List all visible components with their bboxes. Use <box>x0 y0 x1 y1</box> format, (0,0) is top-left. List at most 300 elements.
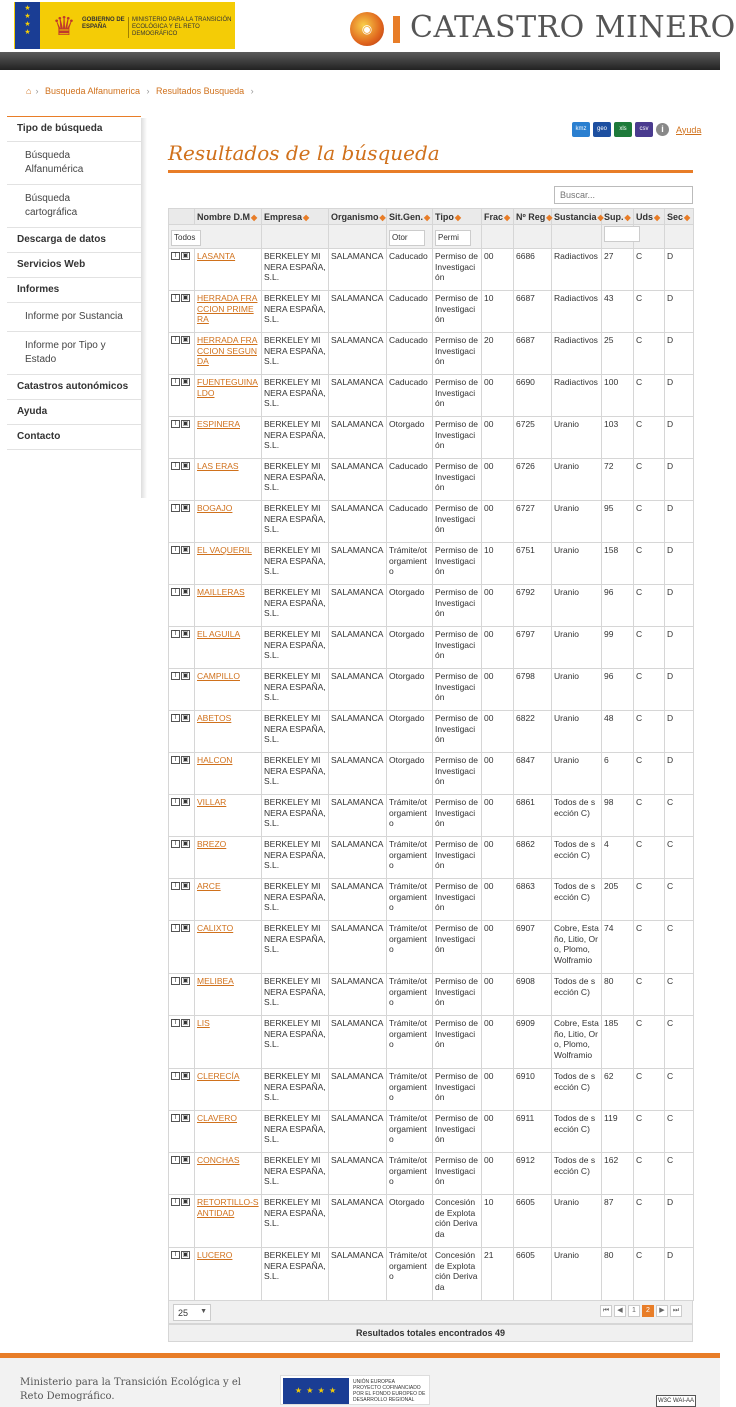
cell-actions <box>169 669 195 711</box>
filter-tipo-select[interactable]: Permi <box>435 230 471 246</box>
text-view-icon[interactable]: T <box>171 462 180 470</box>
cell-empresa: BERKELEY MINERA ESPAÑA, S.L. <box>262 627 329 669</box>
cell-empresa: BERKELEY MINERA ESPAÑA, S.L. <box>262 333 329 375</box>
eu-flag-icon: ★ ★ ★ ★ <box>283 1378 349 1404</box>
cell-sustancia: Uranio <box>552 1195 602 1248</box>
cell-sup: 48 <box>602 711 634 753</box>
cell-sup: 103 <box>602 417 634 459</box>
cell-sec: D <box>665 1248 694 1301</box>
breadcrumb-item-resultados[interactable]: Resultados Busqueda <box>156 86 245 96</box>
text-view-icon[interactable]: T <box>171 798 180 806</box>
cell-nombre[interactable]: HALCON <box>195 753 262 795</box>
table-row <box>169 711 694 753</box>
cell-nombre[interactable]: CLAVERO <box>195 1111 262 1153</box>
table-row <box>169 795 694 837</box>
col-header-sec[interactable]: Sec◆ <box>665 209 694 225</box>
cell-sustancia: Uranio <box>552 585 602 627</box>
cell-tipo: Permiso de Investigación <box>433 753 482 795</box>
cell-organismo: SALAMANCA <box>329 459 387 501</box>
col-header-empresa[interactable]: Empresa◆ <box>262 209 329 225</box>
cell-uds: C <box>634 333 665 375</box>
map-view-icon[interactable]: ▣ <box>182 589 189 595</box>
download-toolbar <box>572 122 702 147</box>
map-view-icon[interactable]: ▣ <box>182 715 189 721</box>
cell-sup: 205 <box>602 879 634 921</box>
cell-sustancia: Todos de sección C) <box>552 974 602 1016</box>
cell-sustancia: Cobre, Estaño, Litio, Oro, Plomo, Wolframio <box>552 921 602 974</box>
cell-sitgen: Caducado <box>387 291 433 333</box>
eu-funding-logo <box>280 1375 430 1405</box>
sort-icon: ◆ <box>504 212 511 222</box>
map-view-icon[interactable]: ▣ <box>182 757 189 763</box>
cell-frac: 00 <box>482 585 514 627</box>
cell-sec: C <box>665 1153 694 1195</box>
cell-tipo: Permiso de Investigación <box>433 291 482 333</box>
text-view-icon[interactable]: T <box>171 882 180 890</box>
first-page-icon[interactable]: ⏮ <box>600 1305 612 1317</box>
sidebar-item-busqueda-alfanumerica[interactable]: Búsqueda Alfanumérica <box>7 142 141 185</box>
cell-empresa: BERKELEY MINERA ESPAÑA, S.L. <box>262 669 329 711</box>
cell-uds: C <box>634 1248 665 1301</box>
sort-icon: ◆ <box>454 212 461 222</box>
cell-sustancia: Radiactivos <box>552 333 602 375</box>
col-header-nombre[interactable]: Nombre D.M◆ <box>195 209 262 225</box>
cell-nombre[interactable]: HERRADA FRACCION PRIMERA <box>195 291 262 333</box>
cell-sustancia: Uranio <box>552 543 602 585</box>
cell-sustancia: Radiactivos <box>552 249 602 291</box>
app-title[interactable]: CATASTRO MINERO <box>410 10 736 45</box>
cell-nombre[interactable]: MAILLERAS <box>195 585 262 627</box>
text-view-icon[interactable]: T <box>171 588 180 596</box>
prev-page-icon[interactable]: ◀ <box>614 1305 626 1317</box>
table-row <box>169 1153 694 1195</box>
cell-nombre[interactable]: CLERECÍA <box>195 1069 262 1111</box>
w3c-badge[interactable]: W3C WAI-AA <box>656 1395 696 1407</box>
cell-sec: C <box>665 1111 694 1153</box>
cell-actions <box>169 837 195 879</box>
sidebar-item-informe-sustancia[interactable]: Informe por Sustancia <box>7 303 141 332</box>
filter-row <box>169 225 694 249</box>
info-icon[interactable]: i <box>656 123 669 136</box>
cell-organismo: SALAMANCA <box>329 585 387 627</box>
cell-nombre[interactable]: FUENTEGUINALDO <box>195 375 262 417</box>
cell-frac: 00 <box>482 249 514 291</box>
cell-tipo: Permiso de Investigación <box>433 1111 482 1153</box>
cell-tipo: Permiso de Investigación <box>433 249 482 291</box>
table-row <box>169 585 694 627</box>
text-view-icon[interactable]: T <box>171 840 180 848</box>
cell-sec: C <box>665 974 694 1016</box>
cell-actions <box>169 795 195 837</box>
cell-nombre[interactable]: BOGAJO <box>195 501 262 543</box>
cell-sitgen: Trámite/otorgamiento <box>387 795 433 837</box>
cell-tipo: Permiso de Investigación <box>433 921 482 974</box>
cell-tipo: Permiso de Investigación <box>433 1069 482 1111</box>
cell-sitgen: Caducado <box>387 501 433 543</box>
cell-frac: 00 <box>482 459 514 501</box>
map-view-icon[interactable]: ▣ <box>182 673 189 679</box>
cell-actions <box>169 1195 195 1248</box>
cell-sup: 27 <box>602 249 634 291</box>
map-view-icon[interactable]: ▣ <box>182 978 189 984</box>
cell-uds: C <box>634 375 665 417</box>
cell-nombre[interactable]: CAMPILLO <box>195 669 262 711</box>
cell-tipo: Permiso de Investigación <box>433 1016 482 1069</box>
cell-sup: 96 <box>602 585 634 627</box>
ministry-text: MINISTERIO PARA LA TRANSICIÓN ECOLÓGICA Y EL RETO DEMOGRÁFICO <box>128 17 238 38</box>
cell-actions <box>169 1153 195 1195</box>
map-view-icon[interactable]: ▣ <box>182 337 189 343</box>
text-view-icon[interactable]: T <box>171 1114 180 1122</box>
text-view-icon[interactable]: T <box>171 1251 180 1259</box>
col-header-tipo[interactable]: Tipo◆ <box>433 209 482 225</box>
map-view-icon[interactable]: ▣ <box>182 295 189 301</box>
cell-nombre[interactable]: ESPINERA <box>195 417 262 459</box>
cell-uds: C <box>634 753 665 795</box>
search-input[interactable] <box>554 186 693 204</box>
cell-sitgen: Trámite/otorgamiento <box>387 974 433 1016</box>
results-total: Resultados totales encontrados 49 <box>168 1324 693 1342</box>
table-row <box>169 375 694 417</box>
cell-uds: C <box>634 1016 665 1069</box>
cell-frac: 00 <box>482 795 514 837</box>
cell-nombre[interactable]: LASANTA <box>195 249 262 291</box>
table-row <box>169 1016 694 1069</box>
cell-organismo: SALAMANCA <box>329 1248 387 1301</box>
sort-icon: ◆ <box>684 212 691 222</box>
text-view-icon[interactable]: T <box>171 630 180 638</box>
page-size-select[interactable] <box>173 1304 211 1321</box>
cell-reg: 6909 <box>514 1016 552 1069</box>
col-header-actions <box>169 209 195 225</box>
col-header-uds[interactable]: Uds◆ <box>634 209 665 225</box>
cell-empresa: BERKELEY MINERA ESPAÑA, S.L. <box>262 1248 329 1301</box>
filter-sitgen-select[interactable]: Otor <box>389 230 425 246</box>
cell-organismo: SALAMANCA <box>329 753 387 795</box>
cell-sec: D <box>665 375 694 417</box>
cell-sitgen: Otorgado <box>387 417 433 459</box>
title-divider <box>168 170 693 173</box>
cell-organismo: SALAMANCA <box>329 795 387 837</box>
nav-bar <box>0 52 720 70</box>
cell-actions <box>169 291 195 333</box>
text-view-icon[interactable]: T <box>171 1198 180 1206</box>
government-logo[interactable] <box>14 2 235 49</box>
cell-actions <box>169 921 195 974</box>
cell-sustancia: Uranio <box>552 711 602 753</box>
cell-nombre[interactable]: ARCE <box>195 879 262 921</box>
cell-sup: 98 <box>602 795 634 837</box>
cell-tipo: Permiso de Investigación <box>433 795 482 837</box>
cell-sec: C <box>665 1069 694 1111</box>
cell-sustancia: Uranio <box>552 1248 602 1301</box>
last-page-icon[interactable]: ⏭ <box>670 1305 682 1317</box>
cell-sitgen: Caducado <box>387 375 433 417</box>
col-header-frac[interactable]: Frac◆ <box>482 209 514 225</box>
cell-sitgen: Otorgado <box>387 585 433 627</box>
cell-actions <box>169 627 195 669</box>
cell-frac: 00 <box>482 627 514 669</box>
cell-nombre[interactable]: MELIBEA <box>195 974 262 1016</box>
csv-download-icon[interactable]: csv <box>635 122 653 137</box>
cell-tipo: Permiso de Investigación <box>433 417 482 459</box>
text-view-icon[interactable]: T <box>171 672 180 680</box>
map-view-icon[interactable]: ▣ <box>182 1157 189 1163</box>
table-row <box>169 459 694 501</box>
cell-sup: 4 <box>602 837 634 879</box>
cell-actions <box>169 1248 195 1301</box>
cell-tipo: Permiso de Investigación <box>433 585 482 627</box>
cell-actions <box>169 711 195 753</box>
sidebar-item-informe-tipo-estado[interactable]: Informe por Tipo y Estado <box>7 332 141 375</box>
cell-uds: C <box>634 1195 665 1248</box>
cell-sustancia: Todos de sección C) <box>552 1111 602 1153</box>
cell-sitgen: Trámite/otorgamiento <box>387 837 433 879</box>
map-view-icon[interactable]: ▣ <box>182 841 189 847</box>
geojson-download-icon[interactable]: geo json <box>593 122 611 137</box>
text-view-icon[interactable]: T <box>171 1156 180 1164</box>
cell-nombre[interactable]: EL VAQUERIL <box>195 543 262 585</box>
cell-nombre[interactable]: BREZO <box>195 837 262 879</box>
cell-sustancia: Todos de sección C) <box>552 1069 602 1111</box>
cell-nombre[interactable]: LIS <box>195 1016 262 1069</box>
cell-uds: C <box>634 291 665 333</box>
cell-sup: 158 <box>602 543 634 585</box>
cell-sitgen: Trámite/otorgamiento <box>387 879 433 921</box>
col-header-sitgen[interactable]: Sit.Gen.◆ <box>387 209 433 225</box>
cell-sup: 99 <box>602 627 634 669</box>
cell-empresa: BERKELEY MINERA ESPAÑA, S.L. <box>262 1069 329 1111</box>
sidebar-item-tipo-busqueda[interactable]: Tipo de búsqueda <box>7 116 141 142</box>
map-view-icon[interactable]: ▣ <box>182 883 189 889</box>
cell-nombre[interactable]: HERRADA FRACCION SEGUNDA <box>195 333 262 375</box>
page-1-button[interactable]: 1 <box>628 1305 640 1317</box>
cell-frac: 00 <box>482 1069 514 1111</box>
cell-actions <box>169 1016 195 1069</box>
text-view-icon[interactable]: T <box>171 1019 180 1027</box>
text-view-icon[interactable]: T <box>171 924 180 932</box>
text-view-icon[interactable]: T <box>171 714 180 722</box>
cell-sec: D <box>665 291 694 333</box>
cell-tipo: Permiso de Investigación <box>433 711 482 753</box>
help-link[interactable]: Ayuda <box>676 124 702 135</box>
cell-organismo: SALAMANCA <box>329 627 387 669</box>
cell-sitgen: Otorgado <box>387 711 433 753</box>
logo-divider <box>393 16 400 43</box>
cell-nombre[interactable]: CALIXTO <box>195 921 262 974</box>
cell-sup: 95 <box>602 501 634 543</box>
sidebar-item-busqueda-cartografica[interactable]: Búsqueda cartográfica <box>7 185 141 228</box>
eu-flag-icon: ★ ★ ★ ★ <box>15 2 40 49</box>
results-table <box>168 208 694 1301</box>
filter-nombre-select[interactable]: Todos <box>171 230 201 246</box>
home-icon[interactable]: ⌂ <box>26 86 32 96</box>
map-view-icon[interactable]: ▣ <box>182 421 189 427</box>
map-view-icon[interactable]: ▣ <box>182 925 189 931</box>
map-view-icon[interactable]: ▣ <box>182 547 189 553</box>
cell-organismo: SALAMANCA <box>329 543 387 585</box>
cell-sitgen: Otorgado <box>387 627 433 669</box>
cell-frac: 00 <box>482 974 514 1016</box>
cell-sitgen: Caducado <box>387 333 433 375</box>
cell-nombre[interactable]: LUCERO <box>195 1248 262 1301</box>
cell-empresa: BERKELEY MINERA ESPAÑA, S.L. <box>262 753 329 795</box>
page-buttons <box>600 1305 682 1317</box>
map-view-icon[interactable]: ▣ <box>182 799 189 805</box>
text-view-icon[interactable]: T <box>171 378 180 386</box>
cell-reg: 6822 <box>514 711 552 753</box>
cell-empresa: BERKELEY MINERA ESPAÑA, S.L. <box>262 417 329 459</box>
cell-uds: C <box>634 974 665 1016</box>
cell-sitgen: Caducado <box>387 459 433 501</box>
cell-tipo: Permiso de Investigación <box>433 333 482 375</box>
map-view-icon[interactable]: ▣ <box>182 1252 189 1258</box>
cell-uds: C <box>634 501 665 543</box>
cell-sec: C <box>665 921 694 974</box>
pagination-bar <box>168 1300 693 1324</box>
map-view-icon[interactable]: ▣ <box>182 631 189 637</box>
site-header <box>0 0 736 52</box>
cell-nombre[interactable]: EL AGUILA <box>195 627 262 669</box>
cell-frac: 00 <box>482 375 514 417</box>
cell-uds: C <box>634 1153 665 1195</box>
table-row <box>169 1195 694 1248</box>
text-view-icon[interactable]: T <box>171 294 180 302</box>
cell-nombre[interactable]: LAS ERAS <box>195 459 262 501</box>
map-view-icon[interactable]: ▣ <box>182 1199 189 1205</box>
text-view-icon[interactable]: T <box>171 1072 180 1080</box>
cell-reg: 6910 <box>514 1069 552 1111</box>
text-view-icon[interactable]: T <box>171 504 180 512</box>
table-row <box>169 669 694 711</box>
cell-sec: C <box>665 837 694 879</box>
col-header-nreg[interactable]: Nº Reg◆ <box>514 209 552 225</box>
cell-organismo: SALAMANCA <box>329 249 387 291</box>
col-header-sup[interactable]: Sup.◆ <box>602 209 634 225</box>
sidebar-item-descarga[interactable]: Descarga de datos <box>7 228 141 253</box>
cell-sec: D <box>665 417 694 459</box>
filter-sup-input[interactable] <box>604 226 640 242</box>
cell-actions <box>169 501 195 543</box>
col-header-organismo[interactable]: Organismo◆ <box>329 209 387 225</box>
cell-tipo: Permiso de Investigación <box>433 837 482 879</box>
col-header-sustancia[interactable]: Sustancia◆ <box>552 209 602 225</box>
cell-reg: 6727 <box>514 501 552 543</box>
text-view-icon[interactable]: T <box>171 420 180 428</box>
cell-empresa: BERKELEY MINERA ESPAÑA, S.L. <box>262 879 329 921</box>
sidebar-item-servicios-web[interactable]: Servicios Web <box>7 253 141 278</box>
kmz-download-icon[interactable]: kmz <box>572 122 590 137</box>
table-header-row <box>169 209 694 225</box>
cell-tipo: Permiso de Investigación <box>433 627 482 669</box>
map-view-icon[interactable]: ▣ <box>182 1020 189 1026</box>
cell-frac: 00 <box>482 501 514 543</box>
cell-tipo: Concesión de Explotación Derivada <box>433 1248 482 1301</box>
cell-empresa: BERKELEY MINERA ESPAÑA, S.L. <box>262 585 329 627</box>
page-size-value: 25 <box>178 1308 189 1318</box>
map-view-icon[interactable]: ▣ <box>182 505 189 511</box>
map-view-icon[interactable]: ▣ <box>182 379 189 385</box>
cell-nombre[interactable]: CONCHAS <box>195 1153 262 1195</box>
cell-tipo: Permiso de Investigación <box>433 669 482 711</box>
map-view-icon[interactable]: ▣ <box>182 1073 189 1079</box>
excel-download-icon[interactable]: xls <box>614 122 632 137</box>
sidebar-item-informes[interactable]: Informes <box>7 278 141 303</box>
map-view-icon[interactable]: ▣ <box>182 1115 189 1121</box>
cell-uds: C <box>634 585 665 627</box>
page-2-button[interactable]: 2 <box>642 1305 654 1317</box>
cell-organismo: SALAMANCA <box>329 1195 387 1248</box>
cell-organismo: SALAMANCA <box>329 1069 387 1111</box>
map-view-icon[interactable]: ▣ <box>182 253 189 259</box>
coat-of-arms-icon: ♛ <box>52 11 76 41</box>
text-view-icon[interactable]: T <box>171 977 180 985</box>
breadcrumb-separator: › <box>35 86 39 96</box>
cell-organismo: SALAMANCA <box>329 711 387 753</box>
cell-empresa: BERKELEY MINERA ESPAÑA, S.L. <box>262 1153 329 1195</box>
cell-nombre[interactable]: ABETOS <box>195 711 262 753</box>
text-view-icon[interactable]: T <box>171 252 180 260</box>
cell-nombre[interactable]: VILLAR <box>195 795 262 837</box>
cell-reg: 6861 <box>514 795 552 837</box>
next-page-icon[interactable]: ▶ <box>656 1305 668 1317</box>
table-row <box>169 291 694 333</box>
cell-sup: 74 <box>602 921 634 974</box>
cell-sitgen: Trámite/otorgamiento <box>387 1111 433 1153</box>
cell-frac: 10 <box>482 1195 514 1248</box>
cell-sustancia: Uranio <box>552 627 602 669</box>
text-view-icon[interactable]: T <box>171 756 180 764</box>
cell-sec: D <box>665 459 694 501</box>
gov-text: GOBIERNO DE ESPAÑA <box>82 17 125 30</box>
page-title: Resultados de la búsqueda <box>168 141 440 165</box>
cell-uds: C <box>634 1111 665 1153</box>
sort-icon: ◆ <box>654 212 661 222</box>
cell-empresa: BERKELEY MINERA ESPAÑA, S.L. <box>262 795 329 837</box>
sidebar-item-ayuda[interactable]: Ayuda <box>7 400 141 425</box>
cell-reg: 6605 <box>514 1195 552 1248</box>
table-row <box>169 1069 694 1111</box>
text-view-icon[interactable]: T <box>171 546 180 554</box>
cell-reg: 6907 <box>514 921 552 974</box>
cell-organismo: SALAMANCA <box>329 417 387 459</box>
cell-tipo: Permiso de Investigación <box>433 1153 482 1195</box>
sort-icon: ◆ <box>597 212 604 222</box>
table-row <box>169 974 694 1016</box>
chevron-down-icon: ▼ <box>200 1308 207 1315</box>
cell-tipo: Permiso de Investigación <box>433 501 482 543</box>
breadcrumb-item-alfanumerica[interactable]: Busqueda Alfanumerica <box>44 86 141 96</box>
sidebar-item-catastros[interactable]: Catastros autonómicos <box>7 375 141 400</box>
cell-organismo: SALAMANCA <box>329 879 387 921</box>
cell-sec: D <box>665 249 694 291</box>
sidebar-item-contacto[interactable]: Contacto <box>7 425 141 450</box>
cell-frac: 00 <box>482 1016 514 1069</box>
cell-reg: 6792 <box>514 585 552 627</box>
cell-organismo: SALAMANCA <box>329 291 387 333</box>
catastro-logo-icon[interactable]: ◉ <box>350 12 384 46</box>
map-view-icon[interactable]: ▣ <box>182 463 189 469</box>
cell-sec: D <box>665 669 694 711</box>
text-view-icon[interactable]: T <box>171 336 180 344</box>
cell-sustancia: Todos de sección C) <box>552 1153 602 1195</box>
cell-nombre[interactable]: RETORTILLO-SANTIDAD <box>195 1195 262 1248</box>
cell-organismo: SALAMANCA <box>329 375 387 417</box>
breadcrumb <box>26 86 258 96</box>
cell-sup: 185 <box>602 1016 634 1069</box>
table-row <box>169 1248 694 1301</box>
cell-sitgen: Trámite/otorgamiento <box>387 543 433 585</box>
